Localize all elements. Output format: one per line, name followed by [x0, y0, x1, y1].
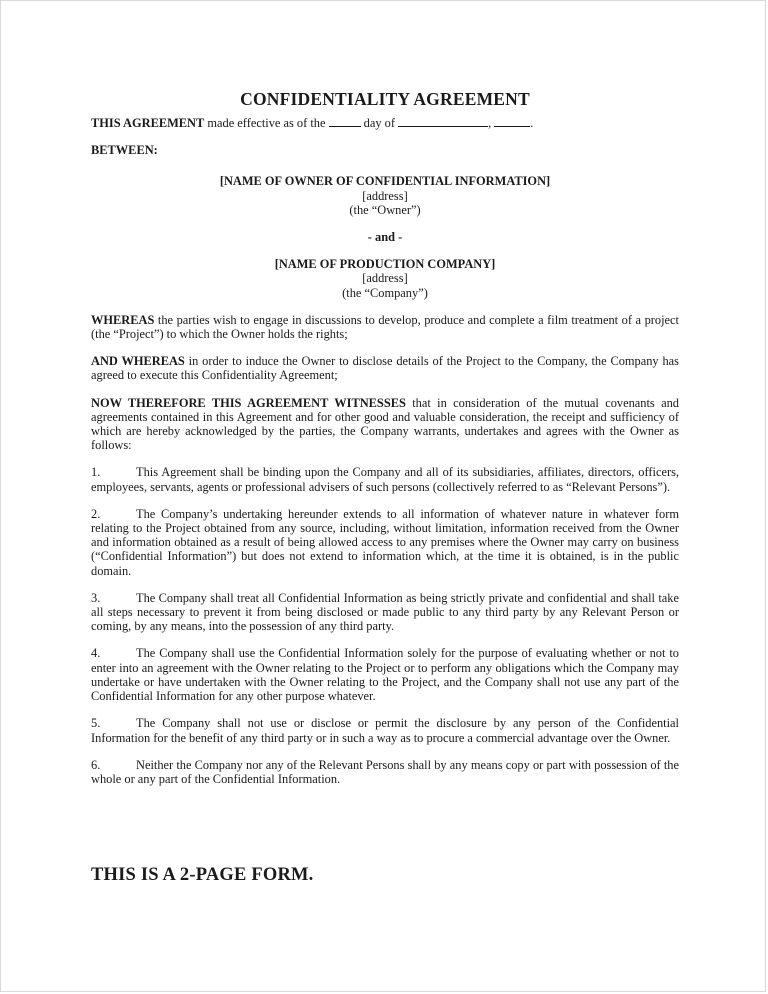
clause-text: The Company shall not use or disclose or permit the disclosure by any person of the Confidential Information for the benefit of any third party or in such a way as to procure a commercial advantage over the Owner. — [91, 716, 679, 745]
intro-text-2: day of — [360, 116, 399, 130]
recital-lead: NOW THEREFORE THIS AGREEMENT WITNESSES — [91, 395, 406, 410]
clause-number: 1. — [91, 465, 101, 480]
company-role: (the “Company”) — [342, 285, 428, 300]
company-block — [91, 257, 679, 300]
year-blank — [494, 116, 530, 127]
owner-block — [91, 174, 679, 217]
owner-name: [NAME OF OWNER OF CONFIDENTIAL INFORMATION] — [219, 174, 551, 189]
recital-text: the parties wish to engage in discussions to develop, produce and complete a film treatment of a project (the “Project”) to which the Owner holds the rights; — [91, 312, 679, 342]
intro-text-3: , — [488, 116, 495, 130]
owner-role: (the “Owner”) — [349, 202, 421, 217]
clause-1 — [91, 465, 679, 493]
clause-2 — [91, 507, 679, 578]
company-name: [NAME OF PRODUCTION COMPANY] — [274, 257, 496, 272]
day-blank — [329, 116, 361, 127]
month-blank — [398, 116, 488, 127]
clause-4 — [91, 646, 679, 703]
clause-5 — [91, 716, 679, 744]
page-form-notice: THIS IS A 2-PAGE FORM. — [91, 865, 314, 885]
intro-bold: THIS AGREEMENT — [91, 116, 205, 130]
clause-text: The Company’s undertaking hereunder extends to all information of whatever nature in whatever form relating to the Project obtained from any source, including, without limitation, information received from the Owner and information obtained as a result of being allowed access to any premises where the Owner may carry on business (“Confidential Information”) but does not extend to information which, at the time it is obtained, is in the public domain. — [91, 506, 679, 578]
clause-3 — [91, 591, 679, 634]
clause-number: 3. — [91, 590, 101, 605]
clause-text: This Agreement shall be binding upon the Company and all of its subsidiaries, affiliates, directors, officers, employees, servants, agents or professional advisers of such persons (collectively referred to as “Relevant Persons”). — [91, 465, 679, 494]
clause-number: 4. — [91, 646, 101, 661]
clause-number: 6. — [91, 757, 101, 772]
clause-number: 2. — [91, 506, 101, 521]
clause-text: The Company shall use the Confidential Information solely for the purpose of evaluating whether or not to enter into an agreement with the Owner relating to the Project or to perform any obligations which the Company may undertake or have undertaken with the Owner relating to the Project, and the Company shall not use any part of the Confidential Information for any other purpose whatever. — [91, 646, 679, 704]
document-body — [91, 89, 679, 786]
clause-number: 5. — [91, 716, 101, 731]
recital-and-whereas — [91, 354, 679, 382]
company-address: [address] — [362, 271, 408, 286]
owner-address: [address] — [362, 188, 408, 203]
intro-text-4: . — [530, 116, 534, 130]
recital-whereas — [91, 313, 679, 341]
recital-text: in order to induce the Owner to disclose details of the Project to the Company, the Company has agreed to execute this Confidentiality Agreement; — [91, 354, 679, 383]
clause-text: The Company shall treat all Confidential Information as being strictly private and confidential and shall take all steps necessary to prevent it from being disclosed or made public to any third party by any Relevant Person or coming, by any means, into the possession of any third party. — [91, 590, 679, 634]
and-separator: - and - — [367, 230, 403, 245]
agreement-intro — [91, 116, 679, 130]
between-label: BETWEEN: — [91, 143, 158, 158]
clause-6 — [91, 758, 679, 786]
recital-now-therefore — [91, 396, 679, 453]
recital-lead: AND WHEREAS — [91, 354, 185, 369]
intro-text-1: made effective as of the — [204, 116, 329, 130]
recital-lead: WHEREAS — [91, 312, 155, 327]
document-title: CONFIDENTIALITY AGREEMENT — [240, 89, 530, 109]
clause-text: Neither the Company nor any of the Relevant Persons shall by any means copy or part with possession of the whole or any part of the Confidential Information. — [91, 757, 679, 786]
recital-text: that in consideration of the mutual covenants and agreements contained in this Agreement and for other good and valuable consideration, the receipt and sufficiency of which are hereby acknowledged by the parties, the Company warrants, undertakes and agrees with the Owner as follows: — [91, 395, 679, 453]
